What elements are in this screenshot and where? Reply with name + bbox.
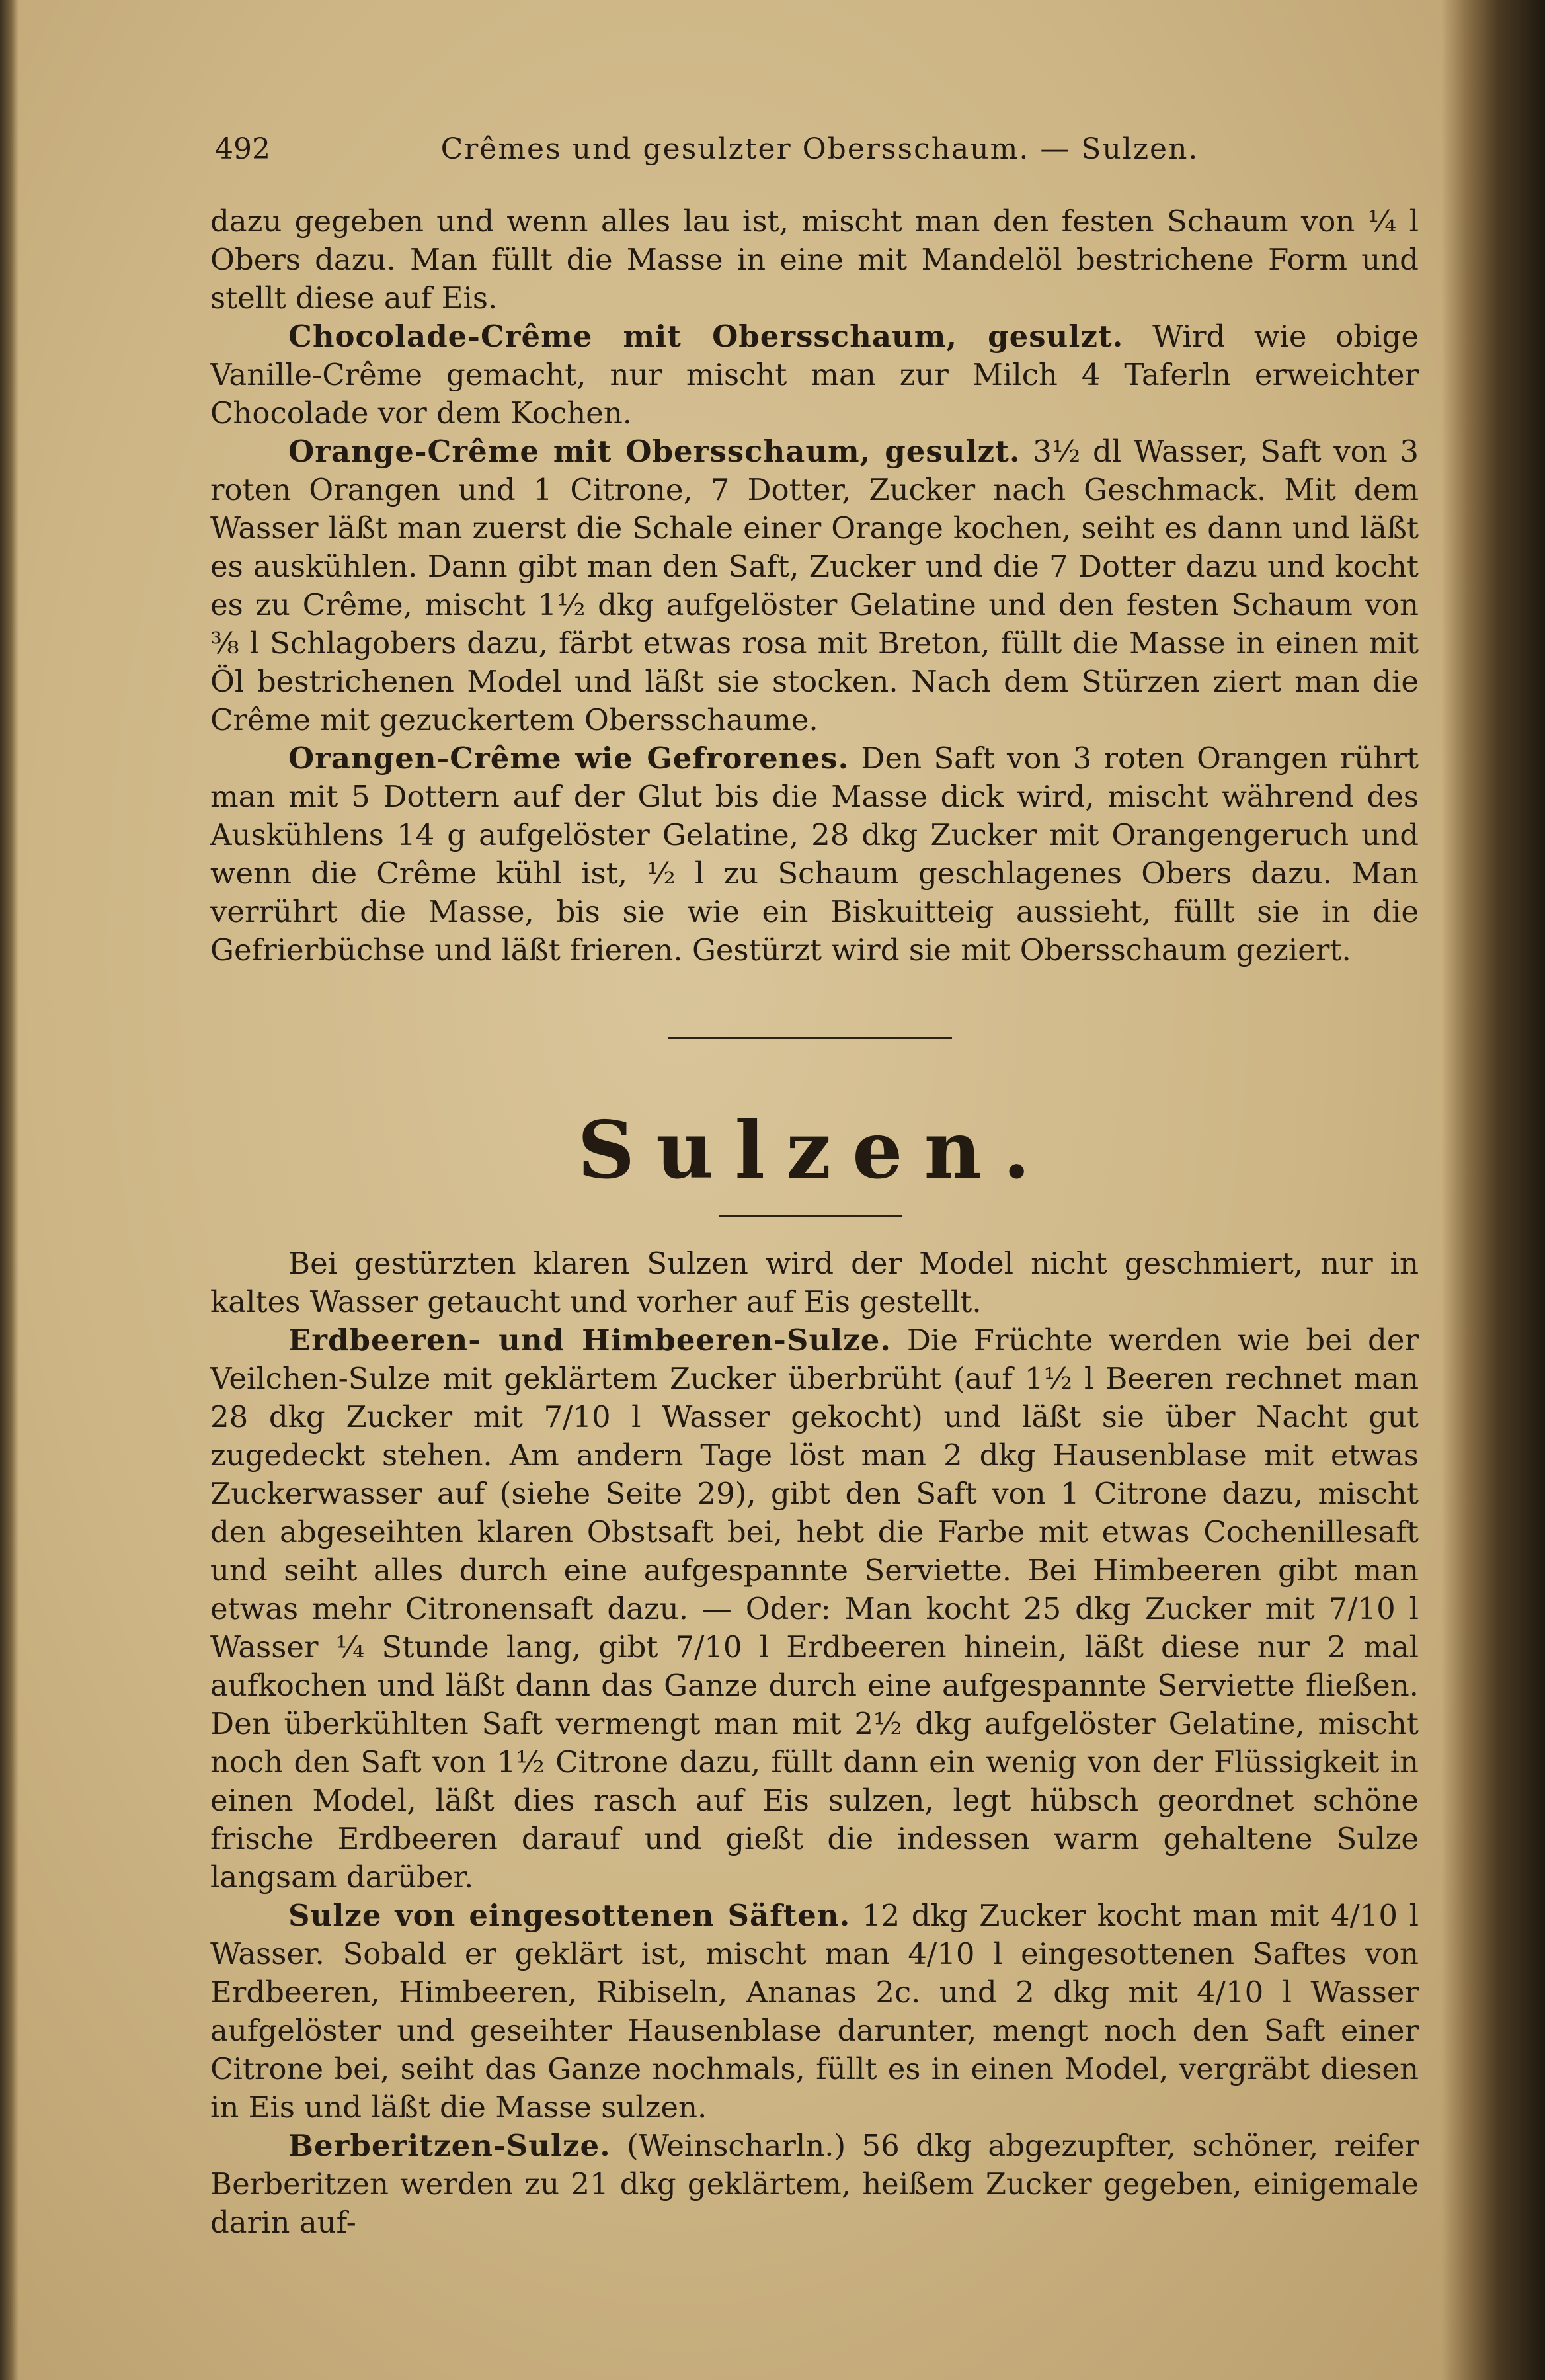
paragraph-text: Bei gestürzten klaren Sulzen wird der Model nicht geschmiert, nur in kaltes Wasser getaucht und vorher auf Eis gestellt. xyxy=(210,1246,1419,1319)
recipe-heading: Berberitzen-Sulze. xyxy=(288,2128,611,2163)
recipe-eingesottene-saefte xyxy=(210,1897,1419,2127)
section-divider-top xyxy=(668,1037,952,1039)
section-divider-bottom xyxy=(719,1215,902,1217)
recipe-erdbeeren xyxy=(210,1321,1419,1897)
recipe-text: 3½ dl Wasser, Saft von 3 roten Orangen und 1 Citrone, 7 Dotter, Zucker nach Geschmack. Mit dem Wasser läßt man zuerst die Schale einer Orange kochen, seiht es dann und läßt es auskühlen. Dann gibt man den Saft, Zucker und die 7 Dotter dazu und kocht es zu Crême, mischt 1½ dkg aufgelöster Gelatine und den festen Schaum von ⅜ l Schlagobers dazu, färbt etwas rosa mit Breton, füllt die Masse in einen mit Öl bestrichenen Model und läßt sie stocken. Nach dem Stürzen ziert man die Crême mit gezuckertem Obersschaume. xyxy=(210,434,1419,737)
section-intro xyxy=(210,1245,1419,1321)
recipe-text: 12 dkg Zucker kocht man mit 4/10 l Wasser. Sobald er geklärt ist, mischt man 4/10 l eingesottenen Saftes von Erdbeeren, Himbeeren, Ribiseln, Ananas 2c. und 2 dkg mit 4/10 l Wasser aufgelöster und geseihter Hausenblase darunter, mengt noch den Saft einer Citrone bei, seiht das Ganze nochmals, füllt es in einen Model, vergräbt diesen in Eis und läßt die Masse sulzen. xyxy=(210,1898,1419,2125)
recipe-heading: Erdbeeren- und Himbeeren-Sulze. xyxy=(288,1323,892,1358)
running-title: Crêmes und gesulzter Obersschaum. — Sulzen. xyxy=(440,132,1199,166)
paragraph-text: dazu gegeben und wenn alles lau ist, mischt man den festen Schaum von ¼ l Obers dazu. Man füllt die Masse in eine mit Mandelöl bestrichene Form und stellt diese auf Eis. xyxy=(210,204,1419,315)
recipe-text: Den Saft von 3 roten Orangen rührt man mit 5 Dottern auf der Glut bis die Masse dick wird, mischt während des Auskühlens 14 g aufgelöster Gelatine, 28 dkg Zucker mit Orangengeruch und wenn die Crême kühl ist, ½ l zu Schaum geschlagenes Obers dazu. Man verrührt die Masse, bis sie wie ein Biskuitteig aussieht, füllt sie in die Gefrierbüchse und läßt frieren. Gestürzt wird sie mit Obersschaum geziert. xyxy=(210,741,1419,967)
recipe-orange xyxy=(210,432,1419,739)
recipe-text: Die Früchte werden wie bei der Veilchen-Sulze mit geklärtem Zucker überbrüht (auf 1½ l Beeren rechnet man 28 dkg Zucker mit 7/10 l Wasser gekocht) und läßt sie über Nacht gut zugedeckt stehen. Am andern Tage löst man 2 dkg Hausenblase mit etwas Zuckerwasser auf (siehe Seite 29), gibt den Saft von 1 Citrone dazu, mischt den abgeseihten klaren Obstsaft bei, hebt die Farbe mit etwas Cochenillesaft und seiht alles durch eine aufgespannte Serviette. Bei Himbeeren gibt man etwas mehr Citronensaft dazu. — Oder: Man kocht 25 dkg Zucker mit 7/10 l Wasser ¼ Stunde lang, gibt 7/10 l Erdbeeren hinein, läßt diese nur 2 mal aufkochen und läßt dann das Ganze durch eine aufgespannte Serviette fließen. Den überkühlten Saft vermengt man mit 2½ dkg aufgelöster Gelatine, mischt noch den Saft von 1½ Citrone dazu, füllt dann ein wenig von der Flüssigkeit in einen Model, läßt dies rasch auf Eis sulzen, legt hübsch geordnet schöne frische Erdbeeren darauf und gießt die indessen warm gehaltene Sulze langsam darüber. xyxy=(210,1323,1419,1895)
page-left-edge xyxy=(0,0,19,2380)
recipe-heading: Orangen-Crême wie Gefrorenes. xyxy=(288,741,850,776)
paragraph-continuation xyxy=(210,202,1419,317)
recipe-heading: Orange-Crême mit Obersschaum, gesulzt. xyxy=(288,434,1021,469)
page-header xyxy=(215,132,1425,175)
page-number: 492 xyxy=(215,132,270,166)
section-title: Sulzen. xyxy=(577,1104,1052,1197)
recipe-text: (Weinscharln.) 56 dkg abgezupfter, schöner, reifer Berberitzen werden zu 21 dkg geklärtem, heißem Zucker gegeben, einigemale darin auf- xyxy=(210,2128,1419,2240)
page-gutter-shadow xyxy=(1441,0,1545,2380)
recipe-orangen-gefrorenes xyxy=(210,739,1419,969)
recipe-heading: Chocolade-Crême mit Obersschaum, gesulzt. xyxy=(288,319,1124,354)
text-column-bottom xyxy=(210,1245,1419,2242)
recipe-berberitzen xyxy=(210,2127,1419,2242)
text-column-top xyxy=(210,202,1419,969)
recipe-text: Wird wie obige Vanille-Crême gemacht, nur mischt man zur Milch 4 Taferln erweichter Chocolade vor dem Kochen. xyxy=(210,319,1419,431)
recipe-heading: Sulze von eingesottenen Säften. xyxy=(288,1898,851,1933)
recipe-chocolade xyxy=(210,317,1419,432)
